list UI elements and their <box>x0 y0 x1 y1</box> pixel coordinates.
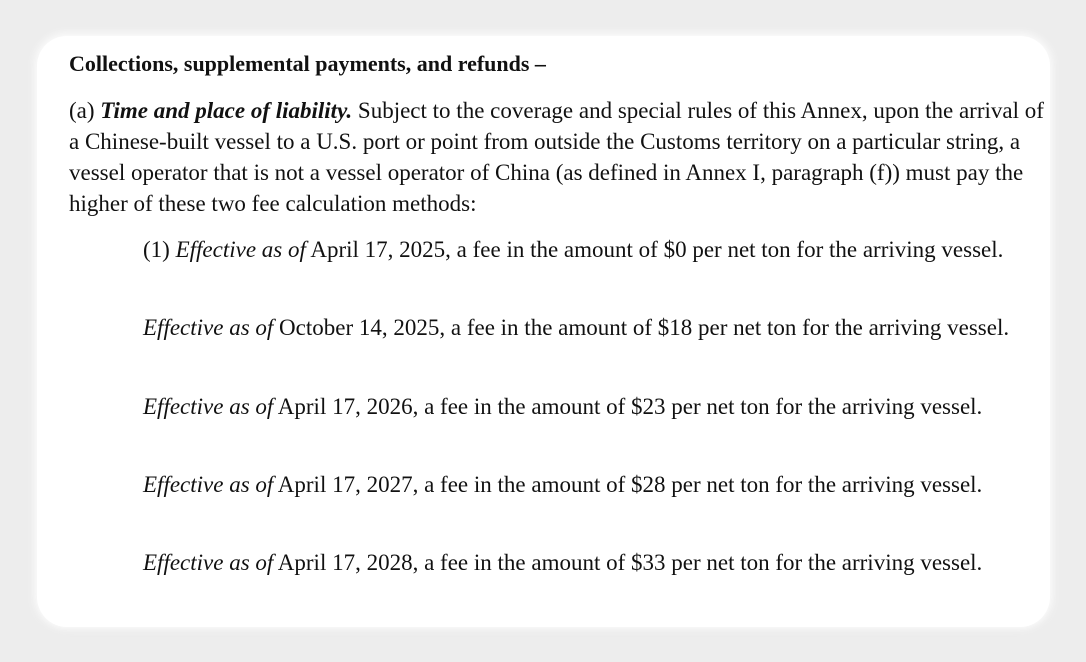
fee-text: April 17, 2028, a fee in the amount of $33 per net ton for the arriving vessel. <box>277 550 983 575</box>
fee-text: April 17, 2025, a fee in the amount of $0 per net ton for the arriving vessel. <box>310 237 1004 262</box>
fee-item-2028 <box>143 547 1023 578</box>
fee-effective-label: Effective as of <box>143 394 274 419</box>
fee-effective-label: Effective as of <box>143 315 274 340</box>
fee-item-2025-october <box>143 312 1023 343</box>
section-heading: Collections, supplemental payments, and refunds – <box>69 51 546 76</box>
fee-item-2026 <box>143 391 1023 422</box>
fee-text: April 17, 2026, a fee in the amount of $23 per net ton for the arriving vessel. <box>277 394 983 419</box>
fee-item-2027 <box>143 469 1023 500</box>
fee-effective-label: Effective as of <box>175 237 306 262</box>
fee-marker: (1) <box>143 237 170 262</box>
paragraph-a-term: Time and place of liability. <box>100 98 353 123</box>
fee-text: October 14, 2025, a fee in the amount of $18 per net ton for the arriving vessel. <box>279 315 1010 340</box>
fee-item-2025-april <box>143 234 1023 265</box>
paragraph-a-text: Subject to the coverage and special rules of this Annex, upon the arrival of a Chinese-built vessel to a U.S. port or point from outside the Customs territory on a particular string, a vessel operator that is not a vessel operator of China (as defined in Annex I, paragraph (f)) must pay the higher of these two fee calculation methods: <box>69 98 1044 216</box>
fee-text: April 17, 2027, a fee in the amount of $28 per net ton for the arriving vessel. <box>277 472 983 497</box>
fee-effective-label: Effective as of <box>143 472 274 497</box>
paragraph-a-marker: (a) <box>69 98 95 123</box>
fee-effective-label: Effective as of <box>143 550 274 575</box>
paragraph-a <box>69 95 1044 219</box>
